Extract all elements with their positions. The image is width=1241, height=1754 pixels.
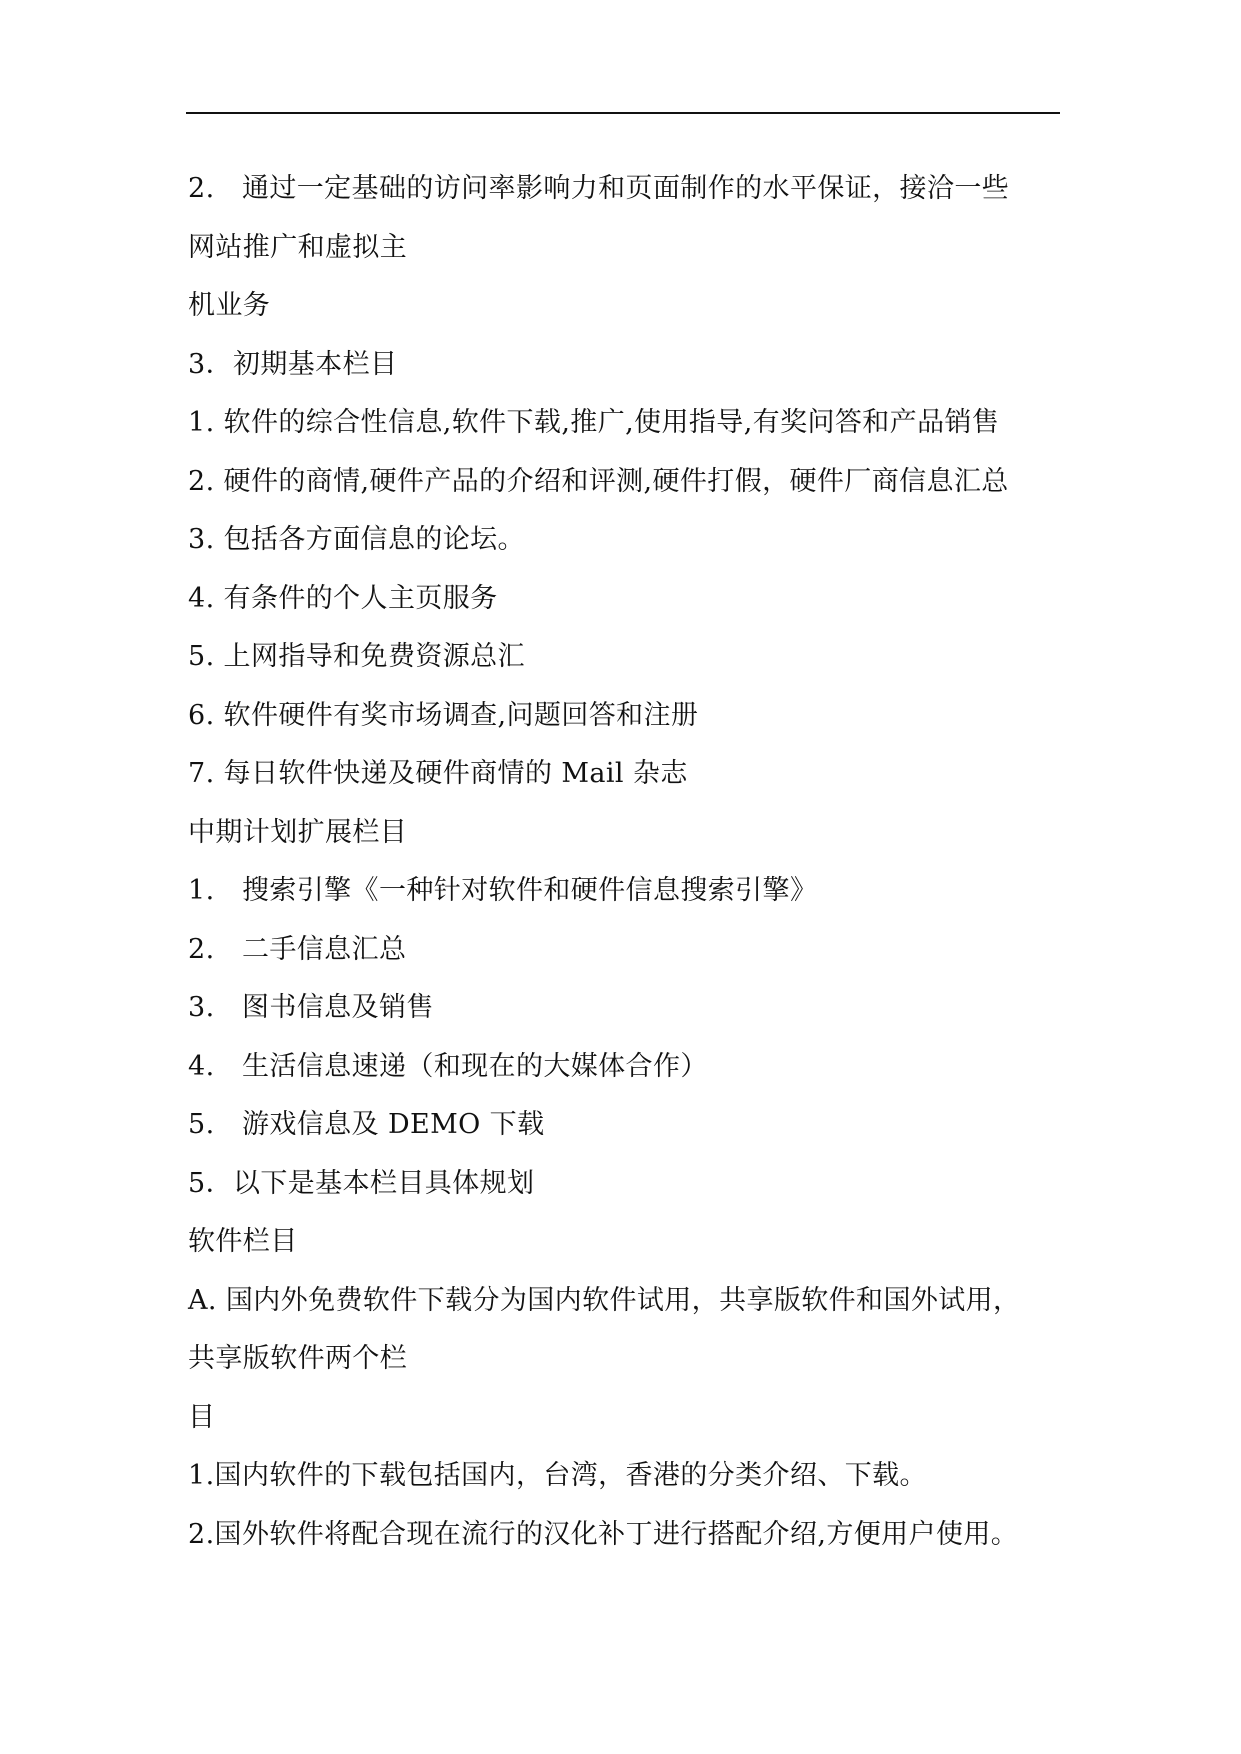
list-item: 6. 软件硬件有奖市场调查,问题回答和注册 <box>188 699 699 731</box>
text-line: 网站推广和虚拟主 <box>188 231 408 263</box>
list-item: 4. 生活信息速递（和现在的大媒体合作） <box>188 1050 708 1082</box>
text-line: A. 国内外免费软件下载分为国内软件试用，共享版软件和国外试用， <box>188 1284 1021 1316</box>
list-item: 5. 游戏信息及 DEMO 下载 <box>188 1109 545 1140</box>
list-item: 1. 软件的综合性信息,软件下载,推广,使用指导,有奖问答和产品销售 <box>188 407 1000 438</box>
text-line: 2. 通过一定基础的访问率影响力和页面制作的水平保证，接洽一些 <box>188 173 1010 204</box>
text-line: 机业务 <box>188 290 271 321</box>
list-item: 5. 上网指导和免费资源总汇 <box>188 641 525 672</box>
list-item: 2. 硬件的商情,硬件产品的介绍和评测,硬件打假，硬件厂商信息汇总 <box>188 465 1009 497</box>
section-heading: 中期计划扩展栏目 <box>188 816 408 848</box>
header-rule <box>186 112 1060 114</box>
text-line: 共享版软件两个栏 <box>188 1343 408 1374</box>
section-heading: 5．以下是基本栏目具体规划 <box>188 1167 535 1199</box>
list-item: 2.国外软件将配合现在流行的汉化补丁进行搭配介绍,方便用户使用。 <box>188 1518 1019 1550</box>
list-item: 3. 包括各方面信息的论坛。 <box>188 524 525 555</box>
list-item: 2. 二手信息汇总 <box>188 933 407 965</box>
list-item: 3. 图书信息及销售 <box>188 992 434 1023</box>
list-item: 4. 有条件的个人主页服务 <box>188 582 498 614</box>
list-item: 1.国内软件的下载包括国内，台湾，香港的分类介绍、下载。 <box>188 1460 927 1491</box>
list-item: 7. 每日软件快递及硬件商情的 Mail 杂志 <box>188 758 688 789</box>
section-heading: 软件栏目 <box>188 1226 298 1257</box>
document-body <box>188 160 1068 1564</box>
section-heading: 3．初期基本栏目 <box>188 348 398 380</box>
list-item: 1. 搜索引擎《一种针对软件和硬件信息搜索引擎》 <box>188 875 818 906</box>
text-line: 目 <box>188 1401 216 1433</box>
